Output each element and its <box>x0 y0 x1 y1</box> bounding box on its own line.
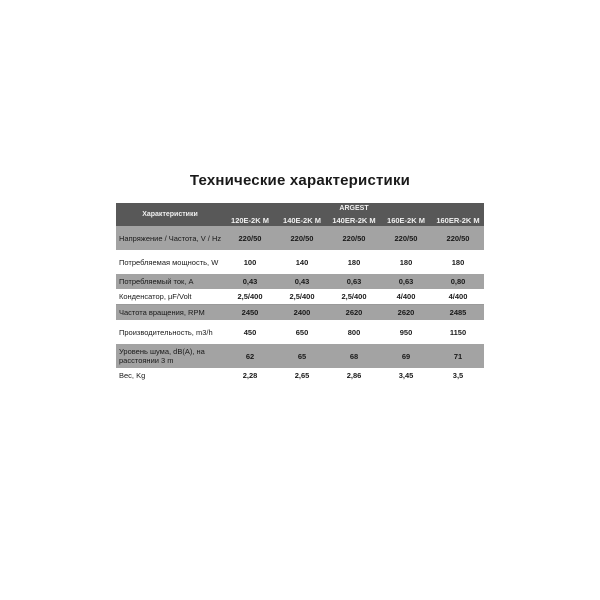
cell-value: 0,63 <box>380 274 432 289</box>
cell-value: 0,80 <box>432 274 484 289</box>
cell-value: 2,5/400 <box>276 289 328 305</box>
table-row <box>116 274 484 289</box>
cell-value: 0,43 <box>224 274 276 289</box>
cell-value: 3,45 <box>380 368 432 383</box>
table-row <box>116 344 484 368</box>
cell-value: 0,43 <box>276 274 328 289</box>
model-header: 160ER-2K M <box>432 214 484 226</box>
cell-value: 950 <box>380 320 432 344</box>
cell-value: 140 <box>276 250 328 274</box>
row-label: Напряжение / Частота, V / Hz <box>116 226 224 250</box>
table-row <box>116 305 484 321</box>
model-header: 140E-2K M <box>276 214 328 226</box>
spec-table <box>116 203 484 383</box>
table-row <box>116 226 484 250</box>
cell-value: 2450 <box>224 305 276 321</box>
cell-value: 1150 <box>432 320 484 344</box>
cell-value: 220/50 <box>328 226 380 250</box>
cell-value: 2620 <box>380 305 432 321</box>
cell-value: 4/400 <box>380 289 432 305</box>
cell-value: 3,5 <box>432 368 484 383</box>
cell-value: 2,5/400 <box>224 289 276 305</box>
model-header: 140ER-2K M <box>328 214 380 226</box>
cell-value: 4/400 <box>432 289 484 305</box>
cell-value: 2,86 <box>328 368 380 383</box>
row-label: Производительность, m3/h <box>116 320 224 344</box>
cell-value: 2400 <box>276 305 328 321</box>
page-title: Технические характеристики <box>189 172 411 189</box>
model-header: 120E-2K M <box>224 214 276 226</box>
cell-value: 180 <box>432 250 484 274</box>
table-row <box>116 250 484 274</box>
cell-value: 71 <box>432 344 484 368</box>
cell-value: 180 <box>328 250 380 274</box>
table-row <box>116 289 484 305</box>
cell-value: 2,5/400 <box>328 289 380 305</box>
cell-value: 2620 <box>328 305 380 321</box>
row-label: Потребляемый ток, А <box>116 274 224 289</box>
cell-value: 220/50 <box>224 226 276 250</box>
row-label: Частота вращения, RPM <box>116 305 224 321</box>
cell-value: 69 <box>380 344 432 368</box>
cell-value: 220/50 <box>432 226 484 250</box>
brand-header: ARGEST <box>224 203 484 214</box>
row-label: Уровень шума, dB(A), на расстоянии 3 m <box>116 344 224 368</box>
cell-value: 0,63 <box>328 274 380 289</box>
cell-value: 68 <box>328 344 380 368</box>
cell-value: 450 <box>224 320 276 344</box>
row-label: Конденсатор, µF/Volt <box>116 289 224 305</box>
table-row <box>116 368 484 383</box>
cell-value: 100 <box>224 250 276 274</box>
cell-value: 2,65 <box>276 368 328 383</box>
row-label: Потребляемая мощность, W <box>116 250 224 274</box>
cell-value: 65 <box>276 344 328 368</box>
cell-value: 650 <box>276 320 328 344</box>
cell-value: 62 <box>224 344 276 368</box>
cell-value: 220/50 <box>276 226 328 250</box>
cell-value: 180 <box>380 250 432 274</box>
cell-value: 800 <box>328 320 380 344</box>
row-label: Вес, Kg <box>116 368 224 383</box>
table-row <box>116 320 484 344</box>
characteristics-header: Характеристики <box>116 203 224 226</box>
cell-value: 2,28 <box>224 368 276 383</box>
cell-value: 2485 <box>432 305 484 321</box>
model-header: 160E-2K M <box>380 214 432 226</box>
cell-value: 220/50 <box>380 226 432 250</box>
brand-header-row <box>116 203 484 214</box>
